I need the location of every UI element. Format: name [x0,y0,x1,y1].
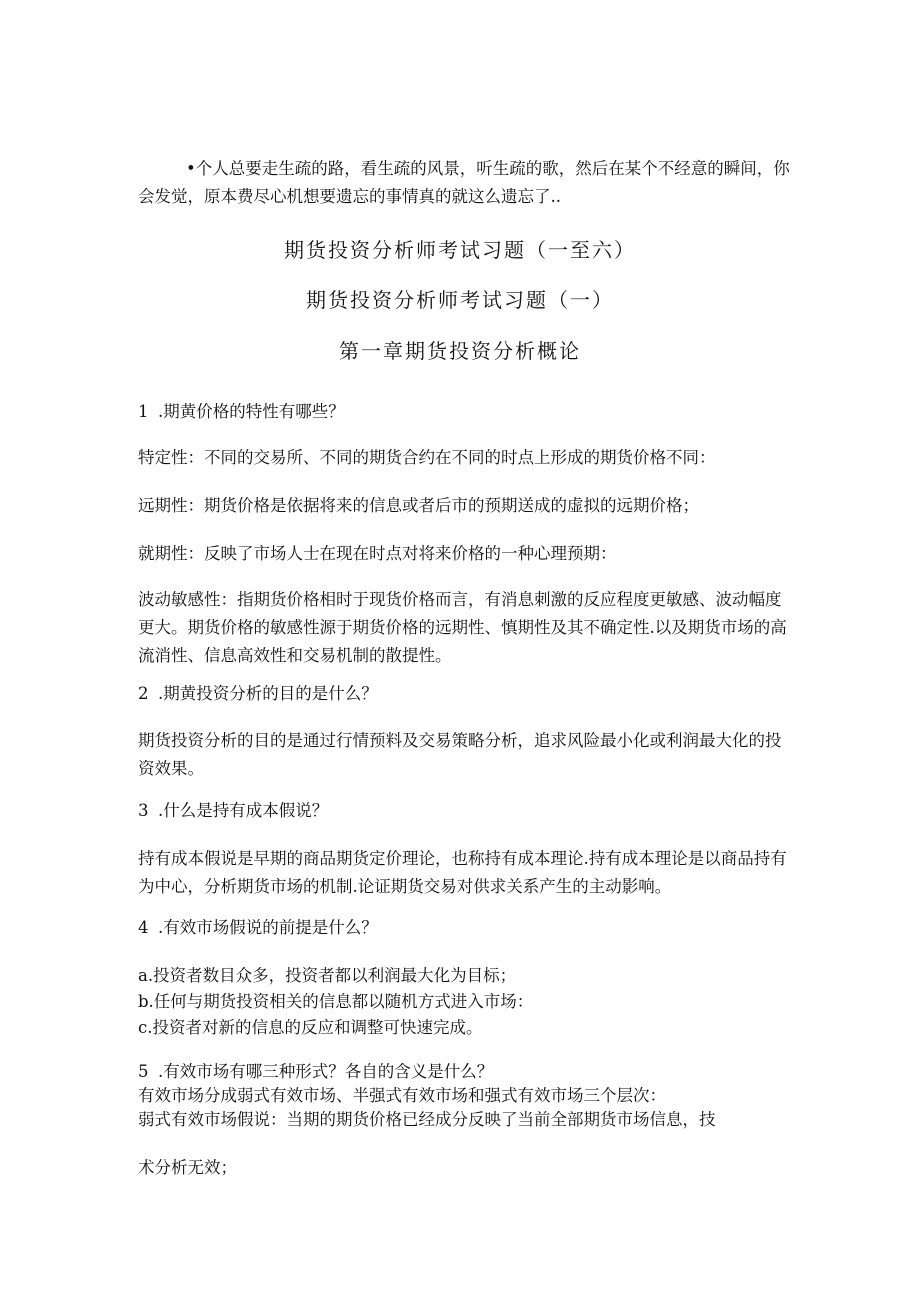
answer-1-forwardness: 远期性：期货价格是依据将来的信息或者后市的预期送成的虚拟的远期价格； [138,496,699,515]
chapter-title: 第一章期货投资分析概论 [339,339,581,363]
answer-5-intro: 有效市场分成弱式有效市场、半强式有效市场和强式有效市场三个层次： [138,1086,666,1105]
question-1 [138,398,798,426]
intro-paragraph: •个人总要走生疏的路，看生疏的风景，听生疏的歌，然后在某个不经意的瞬间，你会发觉，原本费尽心机想要遗忘的事情真的就这么遗忘了.. [138,159,790,206]
question-text: .期黄投资分析的目的是什么？ [158,684,378,703]
answer-5-weak-form-continued: 术分析无效； [138,1158,237,1177]
question-number: 5 [138,1062,149,1081]
question-number: 4 [138,918,149,937]
answer-1-expectation: 就期性：反映了市场人士在现在时点对将来价格的一种心理预期： [138,544,617,563]
question-4 [138,914,798,942]
question-2 [138,680,798,708]
answer-5-weak-form: 弱式有效市场假说：当期的期货价格已经成分反映了当前全部期货市场信息，技 [138,1110,716,1129]
question-text: .什么是持有成本假说？ [158,801,329,820]
question-number: 3 [138,801,149,820]
main-title: 期货投资分析师考试习题（一至六） [284,238,636,262]
answer-4-item-c: c.投资者对新的信息的反应和调整可快速完成。 [138,1018,483,1037]
question-3 [138,797,798,825]
answer-2: 期货投资分析的目的是通过行情预料及交易策略分析，追求风险最小化或利润最大化的投资效果。 [138,731,782,778]
sub-title: 期货投资分析师考试习题（一） [306,288,614,312]
question-text: .有效市场假说的前提是什么？ [158,918,378,937]
answer-3: 持有成本假说是早期的商品期货定价理论，也称持有成本理论.持有成本理论是以商品持有为中心，分析期货市场的机制.论证期货交易对供求关系产生的主动影响。 [138,849,787,896]
question-text: .期黄价格的特性有哪些？ [158,402,345,421]
question-text: .有效市场有哪三种形式？各自的含义是什么？ [158,1062,494,1081]
answer-4-item-b: b.任何与期货投资相关的信息都以随机方式进入市场： [138,992,534,1011]
answer-1-specificity: 特定性：不同的交易所、不同的期货合约在不同的时点上形成的期货价格不同： [138,448,716,467]
question-number: 1 [138,402,149,421]
answer-4-item-a: a.投资者数目众多，投资者都以利润最大化为目标； [138,966,517,985]
question-number: 2 [138,684,149,703]
answer-1-volatility: 波动敏感性：指期货价格相时于现货价格而言，有消息刺激的反应程度更敏感、波动幅度更大。期货价格的敏感性源于期货价格的远期性、慎期性及其不确定性.以及期货市场的高流消性、信息高效性和交易机制的散提性。 [138,590,787,665]
